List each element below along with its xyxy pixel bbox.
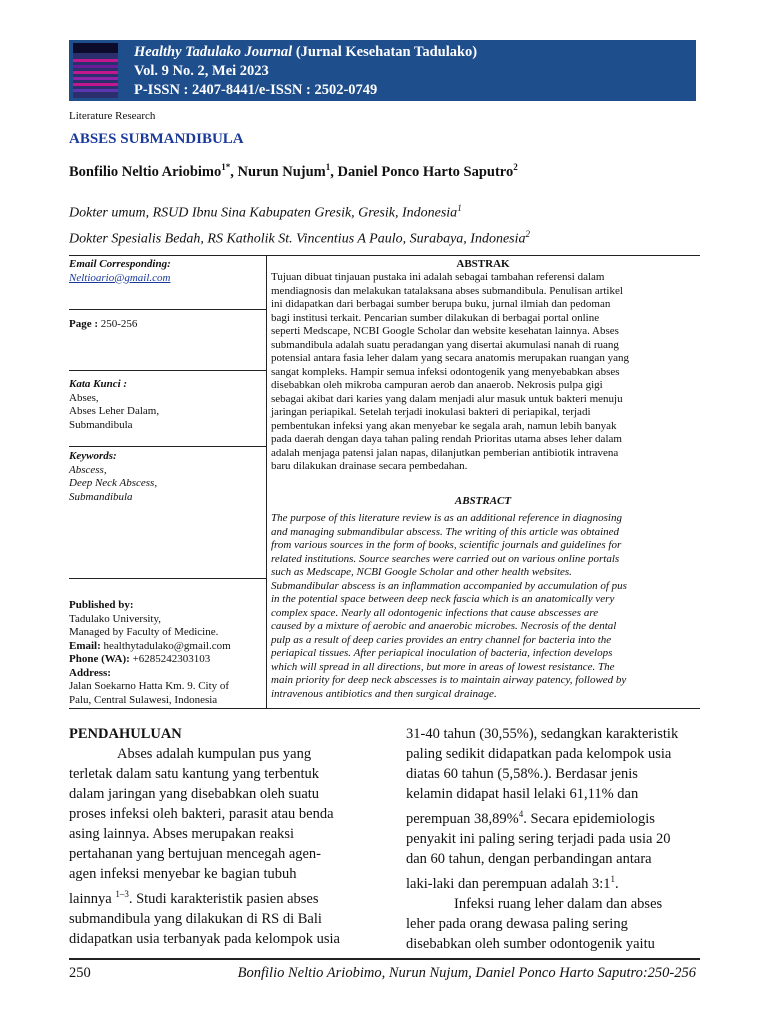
citation-sup: 1	[610, 873, 616, 884]
abstrak-line: submandibula adalah suatu peradangan yang disertai akumulasi nanah di ruang	[271, 338, 619, 351]
abstract-line: such as Medscape, NCBI Google Scholar and other health websites.	[271, 566, 572, 578]
abstract-line: and managing submandibular abscess. The writing of this article was obtained	[271, 525, 620, 538]
sidebar-rule	[69, 446, 266, 447]
article-title: ABSES SUBMANDIBULA	[69, 131, 244, 147]
address-line: Palu, Central Sulawesi, Indonesia	[69, 693, 218, 706]
table-top-rule	[69, 255, 700, 256]
journal-issn: P-ISSN : 2407-8441/e-ISSN : 2502-0749	[134, 82, 378, 98]
body-line: didapatkan usia terbanyak pada kelompok usia	[69, 930, 340, 947]
author-separator: ,	[230, 163, 238, 180]
abstract-line: The purpose of this literature review is as an additional reference in diagnosing	[271, 512, 622, 524]
affiliation-text: Dokter Spesialis Bedah, RS Katholik St. Vincentius A Paulo, Surabaya, Indonesia	[69, 231, 526, 247]
abstrak-line: Tujuan dibuat tinjauan pustaka ini adalah sebagai tambahan referensi dalam	[271, 271, 605, 283]
keywords-label: Keywords:	[69, 450, 117, 462]
citation-sup: 4	[518, 809, 524, 819]
body-line: lainnya	[69, 890, 112, 907]
email-value: healthytadulako@gmail.com	[100, 639, 231, 652]
publisher-line: Tadulako University,	[69, 612, 161, 625]
abstrak-line: pembentukan infeksi yang akan menyebar ke segala arah, namun lebih banyak	[271, 419, 617, 432]
body-line-with-citation	[406, 869, 698, 894]
page-label: Page :	[69, 318, 99, 330]
author-name: Daniel Ponco Harto Saputro	[337, 163, 514, 180]
abstrak-line: sebagai akibat dari karies yang dalam menjadi alur masuk untuk bakteri menuju	[271, 392, 623, 405]
address-line: Jalan Soekarno Hatta Km. 9. City of	[69, 680, 230, 692]
abstrak-body	[271, 271, 695, 474]
body-line: proses infeksi oleh bakteri, parasit atau benda	[69, 806, 334, 822]
body-line-with-citation	[406, 804, 698, 829]
kata-kunci-item: Abses Leher Dalam,	[69, 405, 160, 417]
body-line: disebabkan oleh sumber odontogenik yaitu	[406, 935, 655, 952]
abstrak-line: ini didapatkan dari berbagai sumber berupa buku, jurnal ilmiah dan pedoman	[271, 298, 611, 310]
author-name: Nurun Nujum	[237, 163, 326, 180]
section-heading: PENDAHULUAN	[69, 726, 182, 742]
abstract-body	[271, 512, 695, 701]
keyword-item: Deep Neck Abscess,	[69, 477, 158, 489]
abstrak-heading: ABSTRAK	[456, 258, 510, 270]
page-block	[69, 318, 137, 332]
affiliations	[69, 198, 530, 249]
abstrak-line: disebabkan oleh mikroba campuran aerob dan anaerob. Nekrosis pulpa gigi	[271, 379, 603, 391]
abstrak-line: potensial antara fasia leher dalam yang secara anatomis merupakan ruangan yang	[271, 352, 629, 364]
phone-label: Phone (WA):	[69, 653, 130, 665]
body-line: terletak dalam satu kantung yang terbentuk	[69, 766, 320, 782]
body-line: penyakit ini paling sering terjadi pada usia 20	[406, 830, 671, 847]
body-line: submandibula yang dilakukan di RS di Bali	[69, 910, 322, 927]
abstrak-line: pada daerah dengan daya tahan paling rendah Prioritas utama abses leher dalam	[271, 433, 622, 445]
keywords-block	[69, 450, 157, 504]
body-line-cont: . Secara epidemiologis	[523, 810, 655, 827]
address-label: Address:	[69, 666, 111, 679]
author-list	[69, 162, 518, 181]
published-by-label: Published by:	[69, 599, 134, 611]
abstract-line: intravenous antibiotics and then surgical drainage.	[271, 687, 497, 700]
abstract-line: related institutions. Source searches were carried out on various online portals	[271, 552, 620, 565]
table-bottom-rule	[69, 708, 700, 709]
phone-value: +6285242303103	[129, 653, 211, 665]
page-value: 250-256	[98, 318, 138, 330]
kata-kunci-item: Abses,	[69, 391, 99, 404]
author-name: Bonfilio Neltio Ariobimo	[69, 163, 222, 180]
abstract-line: in the potential space between deep neck fascia which is an anatomically very	[271, 593, 615, 605]
publisher-line: Managed by Faculty of Medicine.	[69, 626, 219, 638]
body-line: asing lainnya. Abses merupakan reaksi	[69, 826, 295, 842]
citation-sup: 1–3	[115, 889, 129, 899]
abstrak-line: jaringan periapikal. Setelah terjadi inokulasi bakteri di periapikal, terjadi	[271, 406, 591, 418]
journal-name: Healthy Tadulako Journal	[134, 44, 293, 60]
keyword-item: Abscess,	[69, 463, 107, 476]
author-separator: ,	[330, 163, 338, 180]
kata-kunci-label: Kata Kunci :	[69, 378, 128, 390]
body-line: leher pada orang dewasa paling sering	[406, 915, 628, 932]
kata-kunci-block	[69, 378, 159, 432]
body-line: kelamin didapat hasil lelaki 61,11% dan	[406, 786, 639, 802]
body-line-cont: . Studi karakteristik pasien abses	[128, 890, 319, 907]
body-line-with-citation	[69, 884, 361, 909]
corresponding-block	[69, 258, 171, 285]
journal-volume: Vol. 9 No. 2, Mei 2023	[134, 63, 269, 79]
author-sup: 1	[325, 162, 331, 172]
abstract-line: from various sources in the form of books, scientific journals and guidelines for	[271, 539, 622, 551]
email-label: Email:	[69, 639, 101, 652]
footer-rule	[69, 958, 700, 960]
abstract-line: Submandibular abscess is an inflammation accompanied by accumulation of pus	[271, 579, 627, 592]
journal-info	[134, 43, 477, 100]
corresponding-label: Email Corresponding:	[69, 258, 171, 270]
abstrak-line: seperti Medscape, NCBI Google Scholar dan website kesehatan lainnya. Abses	[271, 325, 619, 337]
article-type: Literature Research	[69, 110, 156, 122]
body-line: perempuan 38,89%	[406, 810, 519, 827]
sidebar-rule	[69, 370, 266, 371]
abstrak-line: sangat kompleks. Hampir semua infeksi odontogenik yang menyebabkan abses	[271, 365, 620, 378]
sidebar-rule	[69, 309, 266, 310]
footer-running-authors: Bonfilio Neltio Ariobimo, Nurun Nujum, Daniel Ponco Harto Saputro:250-256	[237, 965, 696, 981]
journal-subtitle: (Jurnal Kesehatan Tadulako)	[292, 44, 478, 60]
keyword-item: Submandibula	[69, 490, 133, 503]
body-left-column	[69, 724, 361, 949]
body-line: laki-laki dan perempuan adalah 3:1	[406, 875, 611, 892]
body-line: dan 60 tahun, dengan perbandingan antara	[406, 850, 652, 867]
body-line: Infeksi ruang leher dalam dan abses	[454, 895, 663, 912]
body-right-column	[406, 724, 698, 954]
abstract-line: pulp as a result of deep caries provides an entry channel for bacteria into the	[271, 633, 612, 646]
table-divider	[266, 255, 267, 708]
body-line: 31-40 tahun (30,55%), sedangkan karakteristik	[406, 726, 679, 742]
affiliation-sup: 1	[457, 203, 462, 213]
body-line: dalam jaringan yang disebabkan oleh suatu	[69, 786, 320, 802]
author-sup: 1*	[221, 162, 231, 172]
journal-cover-image	[73, 43, 118, 98]
footer-page-number: 250	[69, 965, 91, 981]
abstract-line: main priority for deep neck abscesses is to maintain airway patency, followed by	[271, 674, 627, 686]
body-line: agen infeksi menyebar ke bagian tubuh	[69, 866, 297, 882]
abstract-line: periapical tissues. After periapical inoculation of bacteria, infection develops	[271, 647, 613, 659]
abstract-heading: ABSTRACT	[454, 495, 512, 507]
body-line: paling sedikit didapatkan pada kelompok usia	[406, 746, 672, 762]
abstrak-line: bagi institusi terkait. Pencarian sumber dilakukan di berbagai portal online	[271, 311, 600, 324]
abstract-line: complex space. Nearly all odontogenic infections that cause abscesses are	[271, 606, 599, 619]
kata-kunci-item: Submandibula	[69, 418, 133, 431]
journal-banner	[69, 40, 696, 101]
abstract-line: which will spread in all directions, but more in areas of lowest resistance. The	[271, 660, 615, 673]
sidebar-rule	[69, 578, 266, 579]
abstrak-line: adalah menjaga patensi jalan napas, dilanjutkan pemberian antibiotik intravena	[271, 446, 619, 459]
corresponding-email-link[interactable]: Neltioario@gmail.com	[69, 271, 171, 284]
abstract-line: caused by a mixture of aerobic and anaerobic microbes. Necrosis of the dental	[271, 620, 617, 632]
abstrak-line: mendiagnosis dan melakukan tatalaksana abses submandibula. Penulisan artikel	[271, 284, 623, 297]
body-line: Abses adalah kumpulan pus yang	[117, 746, 312, 762]
publisher-block	[69, 599, 231, 707]
body-line: diatas 60 tahun (5,58%.). Berdasar jenis	[406, 766, 638, 782]
affiliation-text: Dokter umum, RSUD Ibnu Sina Kabupaten Gresik, Gresik, Indonesia	[69, 205, 458, 221]
body-line: pertahanan yang bertujuan mencegah agen-	[69, 846, 322, 862]
affiliation-sup: 2	[525, 228, 531, 239]
author-sup: 2	[513, 162, 518, 172]
abstrak-line: baru dilakukan drainase secara pembedahan.	[271, 460, 468, 472]
body-line-cont: .	[615, 875, 619, 892]
